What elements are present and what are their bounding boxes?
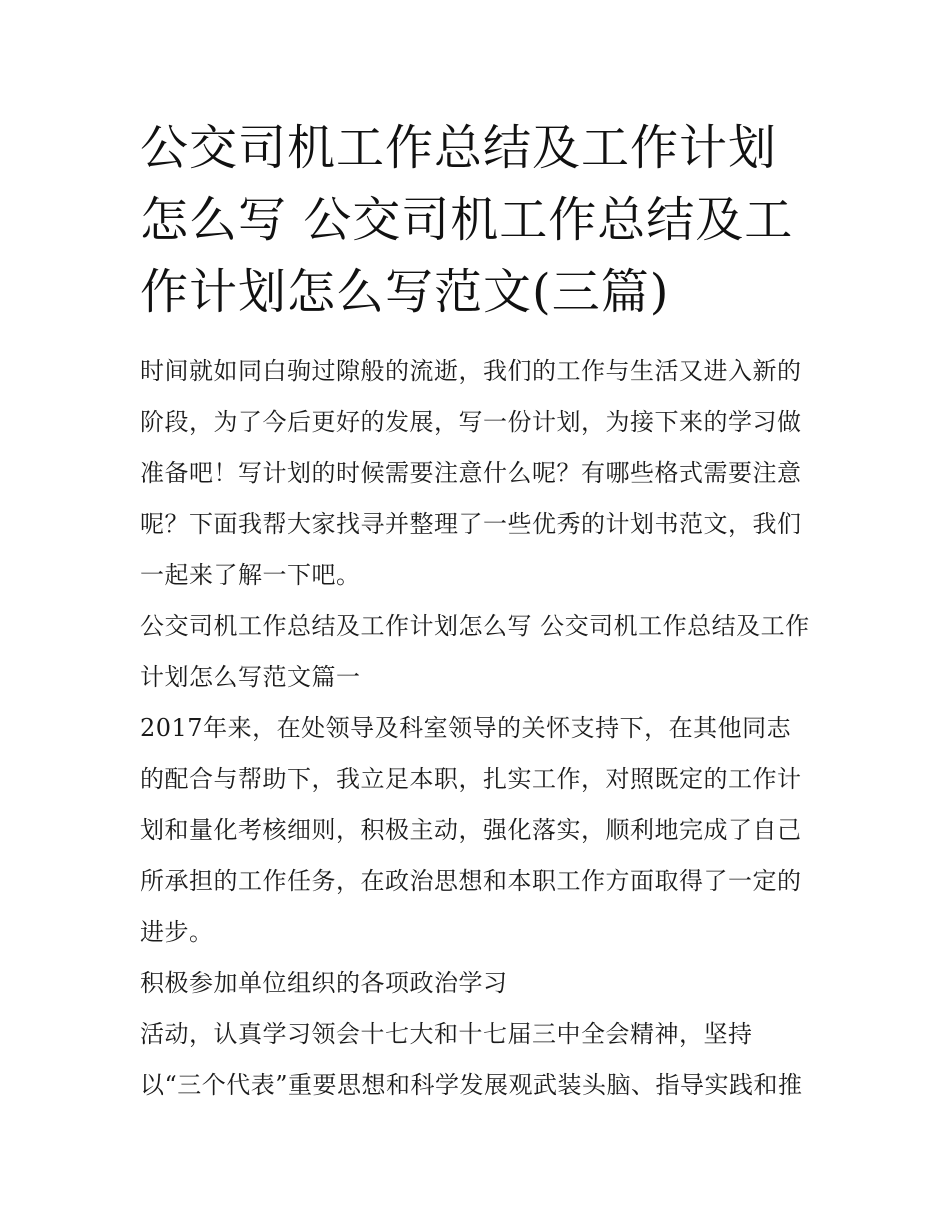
intro-paragraph: 时间就如同白驹过隙般的流逝，我们的工作与生活又进入新的阶段，为了今后更好的发展，写一份计划，为接下来的学习做准备吧！写计划的时候需要注意什么呢？有哪些格式需要注意呢？下面我帮大家找寻并整理了一些优秀的计划书范文，我们一起来了解一下吧。 [140,357,802,589]
body-paragraph-3: 活动，认真学习领会十七大和十七届三中全会精神，坚持以“三个代表”重要思想和科学发展观武装头脑、指导实践和推 [140,1020,803,1099]
document-body [140,112,812,1111]
body-paragraph-1: 2017年来，在处领导及科室领导的关怀支持下，在其他同志的配合与帮助下，我立足本职，扎实工作，对照既定的工作计划和量化考核细则，积极主动，强化落实，顺利地完成了自己所承担的工作任务，在政治思想和本职工作方面取得了一定的进步。 [140,714,802,946]
document-title: 公交司机工作总结及工作计划怎么写 公交司机工作总结及工作计划怎么写范文(三篇) [140,120,794,320]
body-paragraph-2: 积极参加单位组织的各项政治学习 [140,969,508,997]
section-heading: 公交司机工作总结及工作计划怎么写 公交司机工作总结及工作计划怎么写范文篇一 [140,612,810,691]
title-spacer [140,328,812,346]
